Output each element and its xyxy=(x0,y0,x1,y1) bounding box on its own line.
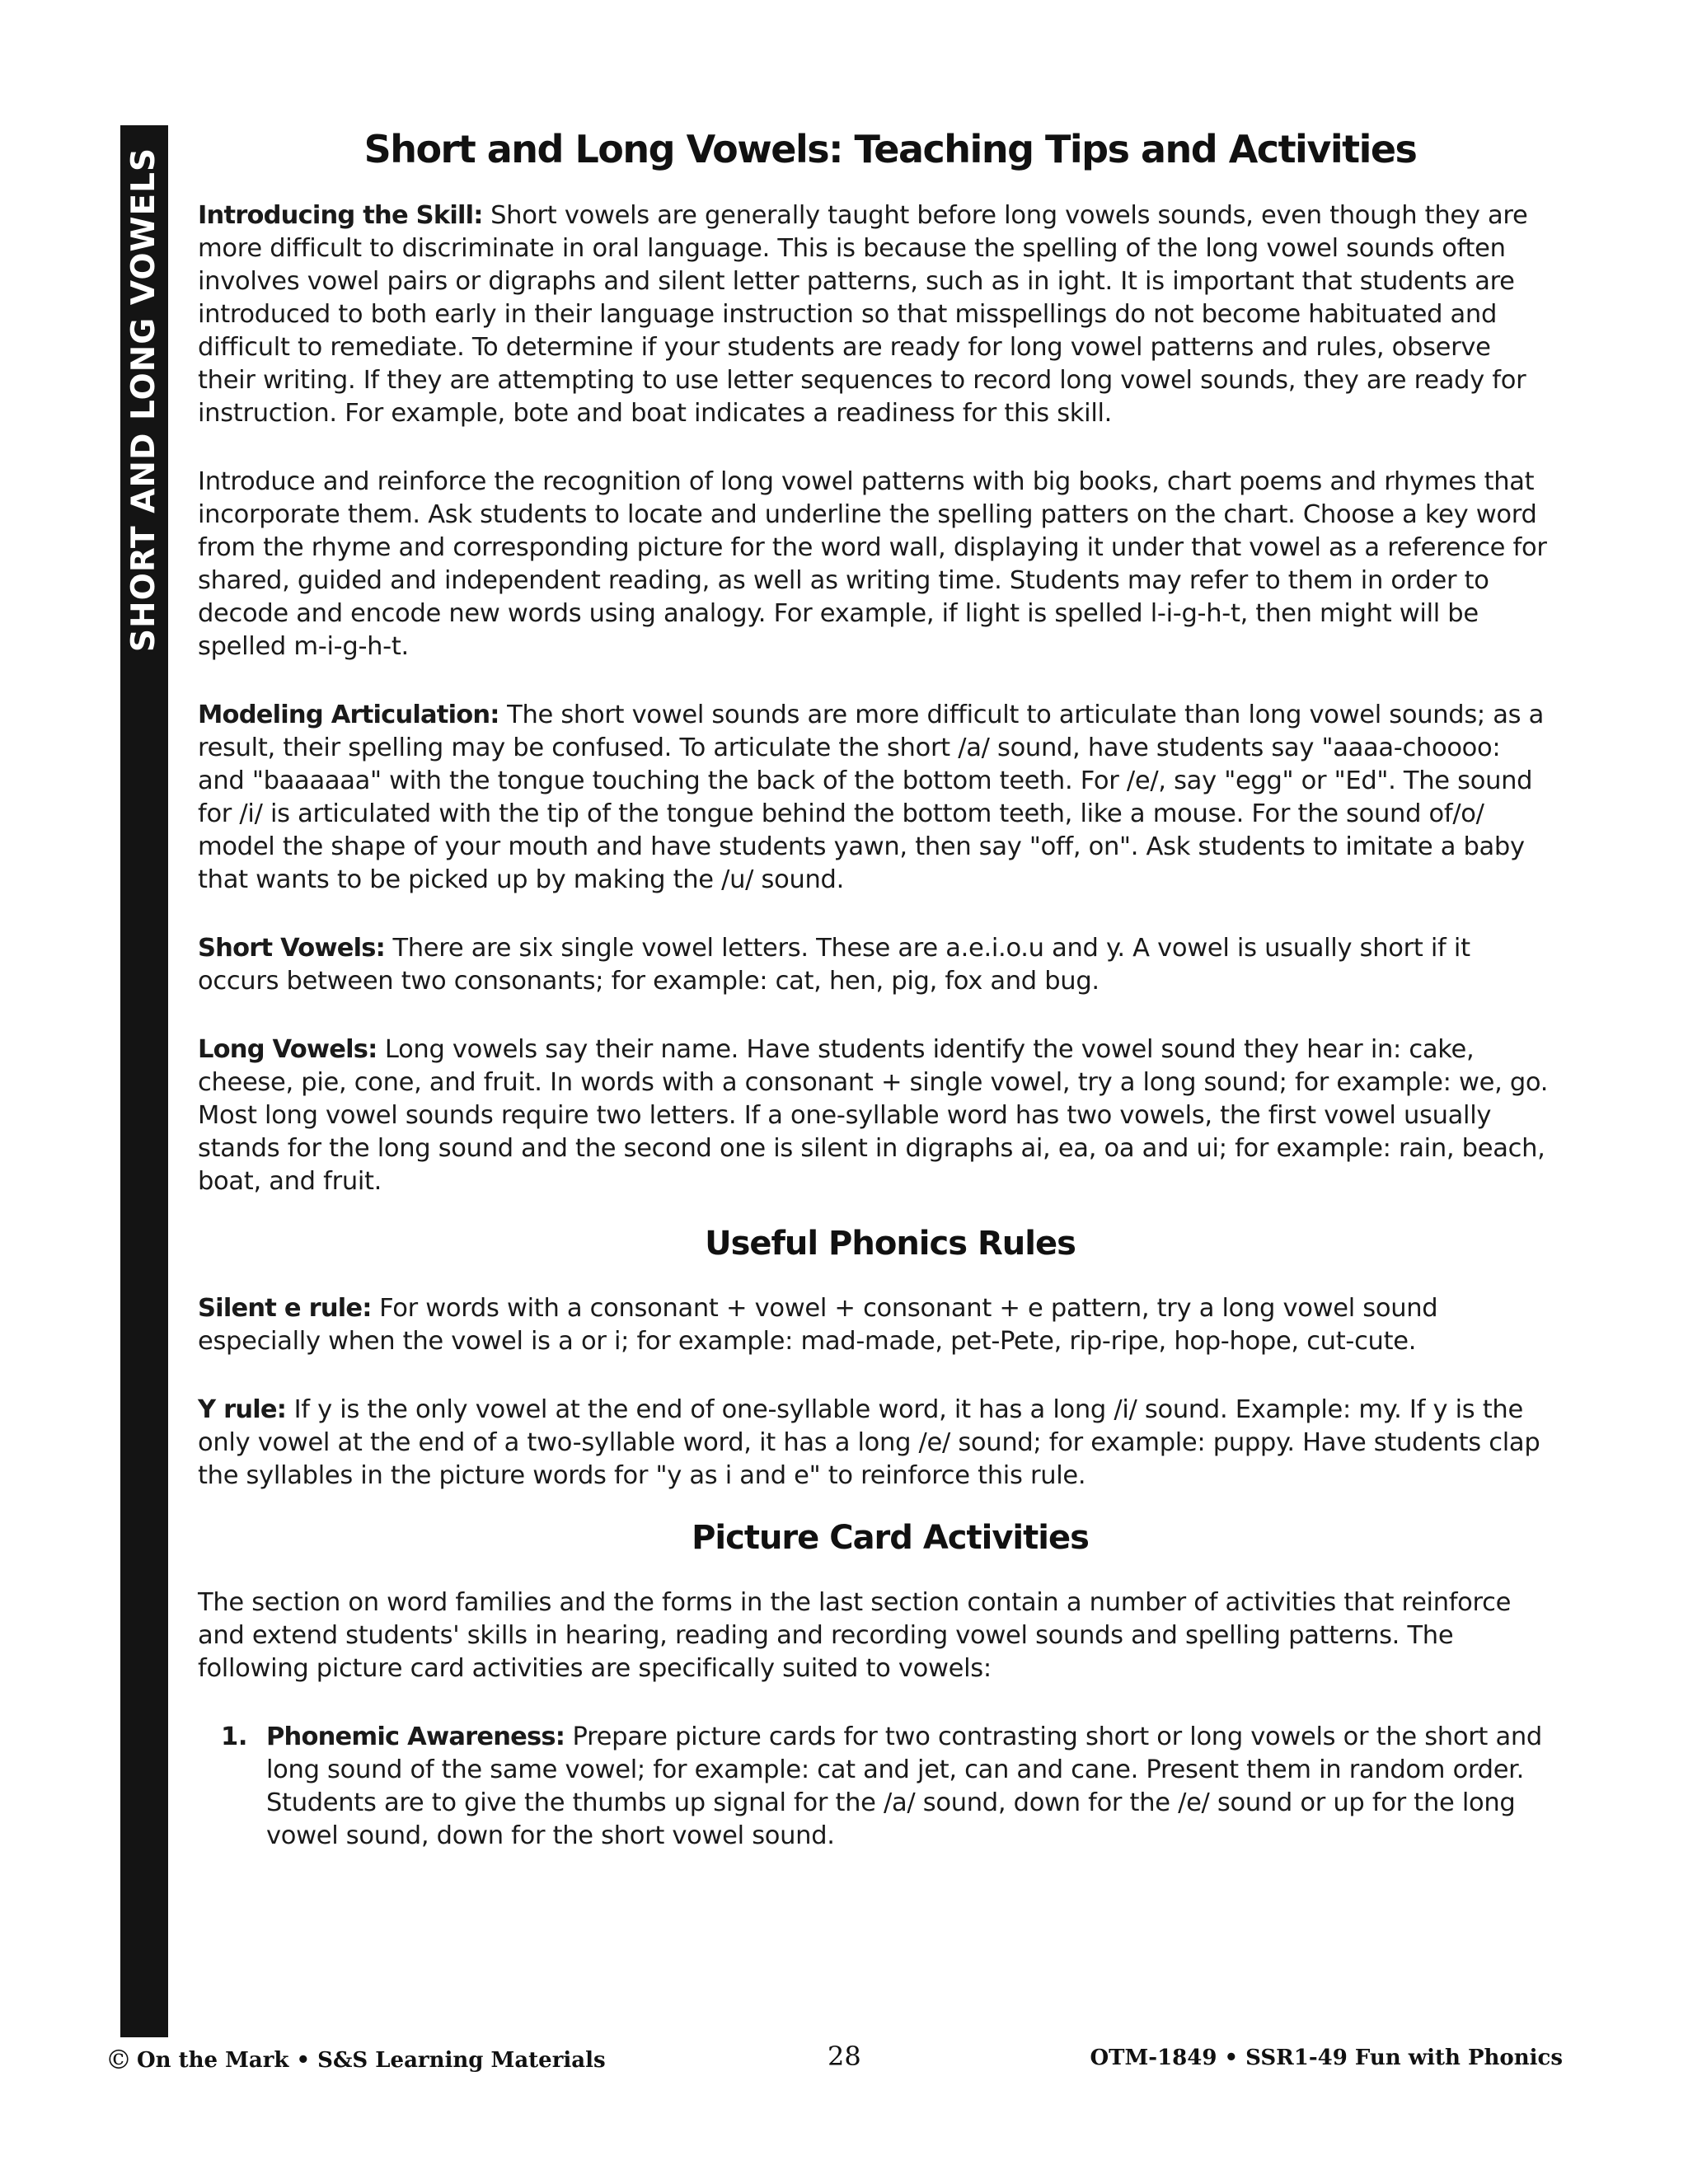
paragraph-lead: Long Vowels: xyxy=(198,1035,377,1064)
heading-picture-card-activities: Picture Card Activities xyxy=(692,1519,1089,1557)
page-content xyxy=(198,124,1550,1853)
paragraph-text: Short vowels are generally taught before long vowels sounds, even though they are more difficult to discriminate in oral language. This is because the spelling of the long vowel sounds often involves vowel pairs or digraphs and silent letter patterns, such as in ight. It is important that students are introduced to both early in their language instruction so that misspellings do not become habituated and difficult to remediate. To determine if your students are ready for long vowel patterns and rules, observe their writing. If they are attempting to use letter sequences to record long vowel sounds, they are ready for instruction. For example, bote and boat indicates a readiness for this skill. xyxy=(198,201,1528,428)
paragraph-introduce-reinforce xyxy=(198,466,1550,663)
list-item-number: 1. xyxy=(221,1722,248,1751)
paragraph-lead: Short Vowels: xyxy=(198,934,386,963)
page-title: Short and Long Vowels: Teaching Tips and Activities xyxy=(363,127,1417,171)
paragraph-text: The section on word families and the forms in the last section contain a number of activities that reinforce and extend students' skills in hearing, reading and recording vowel sounds and spelling patterns. The following picture card activities are specifically suited to vowels: xyxy=(198,1588,1512,1683)
paragraph-text: If y is the only vowel at the end of one-syllable word, it has a long /i/ sound. Example: my. If y is the only vowel at the end of a two-syllable word, it has a long /e/ sound; for example: puppy. Have students clap the syllables in the picture words for "y as i and e" to reinforce this rule. xyxy=(198,1395,1540,1490)
paragraph-lead: Silent e rule: xyxy=(198,1294,372,1323)
paragraph-text: For words with a consonant + vowel + consonant + e pattern, try a long vowel sound especially when the vowel is a or i; for example: mad-made, pet-Pete, rip-ripe, hop-hope, cut-cute. xyxy=(198,1294,1438,1356)
heading-phonics-rules: Useful Phonics Rules xyxy=(705,1225,1076,1263)
sidebar-label: SHORT AND LONG VOWELS xyxy=(125,147,162,653)
paragraph-picture-intro xyxy=(198,1586,1550,1685)
paragraph-long-vowels xyxy=(198,1033,1550,1198)
paragraph-lead: Modeling Articulation: xyxy=(198,701,499,729)
list-item-text: Prepare picture cards for two contrasting short or long vowels or the short and long sound of the same vowel; for example: cat and jet, can and cane. Present them in random order. Students are to give the thumbs up signal for the /a/ sound, down for the /e/ sound or up for the long vowel sound, down for the short vowel sound. xyxy=(266,1722,1542,1850)
list-item xyxy=(221,1721,1550,1853)
paragraph-modeling-articulation xyxy=(198,699,1550,897)
paragraph-lead: Introducing the Skill: xyxy=(198,201,483,230)
paragraph-y-rule xyxy=(198,1394,1550,1493)
list-item-lead: Phonemic Awareness: xyxy=(266,1722,565,1751)
paragraph-silent-e-rule xyxy=(198,1292,1550,1358)
footer-publisher-text: On the Mark • S&S Learning Materials xyxy=(137,2048,606,2073)
paragraph-short-vowels xyxy=(198,932,1550,998)
paragraph-text: The short vowel sounds are more difficult to articulate than long vowel sounds; as a result, their spelling may be confused. To articulate the short /a/ sound, have students say "aaaa-choooo: and "baaaaaa" with the tongue touching the back of the bottom teeth. For /e/, say "egg" or "Ed". The sound for /i/ is articulated with the tip of the tongue behind the bottom teeth, like a mouse. For the sound of/o/ model the shape of your mouth and have students yawn, then say "off, on". Ask students to imitate a baby that wants to be picked up by making the /u/ sound. xyxy=(198,701,1545,894)
page-number: 28 xyxy=(828,2041,861,2072)
paragraph-lead: Y rule: xyxy=(198,1395,287,1424)
paragraph-text: Introduce and reinforce the recognition of long vowel patterns with big books, chart poems and rhymes that incorporate them. Ask students to locate and underline the spelling patters on the chart. Choose a key word from the rhyme and corresponding picture for the word wall, displaying it under that vowel as a reference for shared, guided and independent reading, as well as writing time. Students may refer to them in order to decode and encode new words using analogy. For example, if light is spelled l-i-g-h-t, then might will be spelled m-i-g-h-t. xyxy=(198,467,1547,661)
paragraph-text: Long vowels say their name. Have students identify the vowel sound they hear in: cake, cheese, pie, cone, and fruit. In words with a consonant + single vowel, try a long sound; for example: we, go. Most long vowel sounds require two letters. If a one-syllable word has two vowels, the first vowel usually stands for the long sound and the second one is silent in digraphs ai, ea, oa and ui; for example: rain, beach, boat, and fruit. xyxy=(198,1035,1549,1196)
copyright-icon: © xyxy=(106,2044,132,2075)
footer-product: OTM-1849 • SSR1-49 Fun with Phonics xyxy=(1090,2046,1563,2070)
footer-publisher xyxy=(106,2044,606,2075)
paragraph-introducing-skill xyxy=(198,199,1550,430)
paragraph-text: There are six single vowel letters. These are a.e.i.o.u and y. A vowel is usually short if it occurs between two consonants; for example: cat, hen, pig, fox and bug. xyxy=(198,934,1470,996)
list-item-body xyxy=(266,1721,1550,1853)
